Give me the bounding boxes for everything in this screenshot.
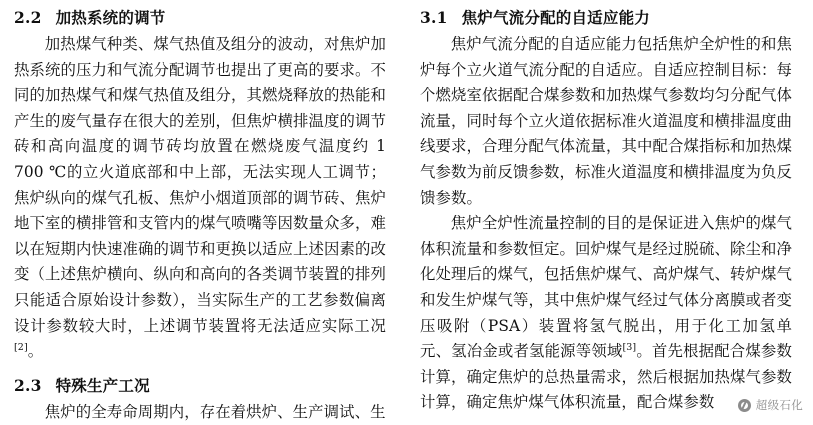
section-title: 特殊生产工况 — [55, 375, 150, 395]
section-number: 3.1 — [420, 8, 448, 27]
section-number: 2.2 — [14, 8, 42, 27]
paragraph: 焦炉全炉性流量控制的目的是保证进入焦炉的煤气体积流量和参数恒定。回炉煤气是经过脱硫、除尘和净化处理后的煤气，包括焦炉煤气、高炉煤气、转炉煤气和发生炉煤气等，其中焦炉煤气经过气体分离膜或者变压吸附（PSA）装置将氢气脱出，用于化工加氢单元、氢冶金或者氢能源等领域[3]。首先根据配合煤参数计算，确定焦炉的总热量需求，然后根据加热煤气参数计算，确定焦炉煤气体积流量，配合煤参数 — [420, 214, 792, 412]
footnote-marker: [3] — [622, 342, 637, 353]
paragraph: 加热煤气种类、煤气热值及组分的波动，对焦炉加热系统的压力和气流分配调节也提出了更高的要求。不同的加热煤气和煤气热值及组分，其燃烧释放的热能和产生的废气量存在很大的差别，但焦炉横排温度的调节砖和高向温度的调节砖均放置在燃烧废气温度约 1 700 ℃的立火道底部和中上部，无法实现人工调节；焦炉纵向的煤气孔板、焦炉小烟道顶部的调节砖、焦炉地下室的横排管和支管内的煤气喷嘴等因数量众多，难以在短期内快速准确的调节和更换以适应上述因素的改变（上述焦炉横向、纵向和高向的各类调节装置的排列只能适合原始设计参数），当实际生产的工艺参数偏离设计参数较大时，上述调节装置将无法适应实际工况[2]。 — [14, 35, 386, 361]
section-title: 焦炉气流分配的自适应能力 — [461, 8, 650, 27]
section-heading-2-3 — [14, 374, 386, 396]
left-column — [14, 6, 386, 419]
section-number: 2.3 — [14, 375, 42, 395]
section-heading-2-2 — [14, 6, 386, 28]
footnote-marker: [2] — [14, 342, 28, 353]
two-column-layout — [14, 6, 799, 419]
circle-logo-icon — [738, 399, 751, 412]
section-heading-3-1 — [420, 6, 792, 28]
right-column — [420, 6, 792, 419]
paragraph: 焦炉的全寿命周期内，存在着烘炉、生产调试、生 — [44, 402, 386, 421]
paragraph: 焦炉气流分配的自适应能力包括焦炉全炉性的和焦炉每个立火道气流分配的自适应。自适应控制目标：每个燃烧室依据配合煤参数和加热煤气参数均匀分配气体流量，同时每个立火道依据标准火道温度和横排温度曲线要求，合理分配气体流量，其中配合煤指标和加热煤气参数为前反馈参数，标准火道温度和横排温度为负反馈参数。 — [420, 35, 792, 207]
watermark — [738, 397, 803, 413]
watermark-label: 超级石化 — [755, 400, 803, 412]
section-title: 加热系统的调节 — [55, 8, 166, 27]
